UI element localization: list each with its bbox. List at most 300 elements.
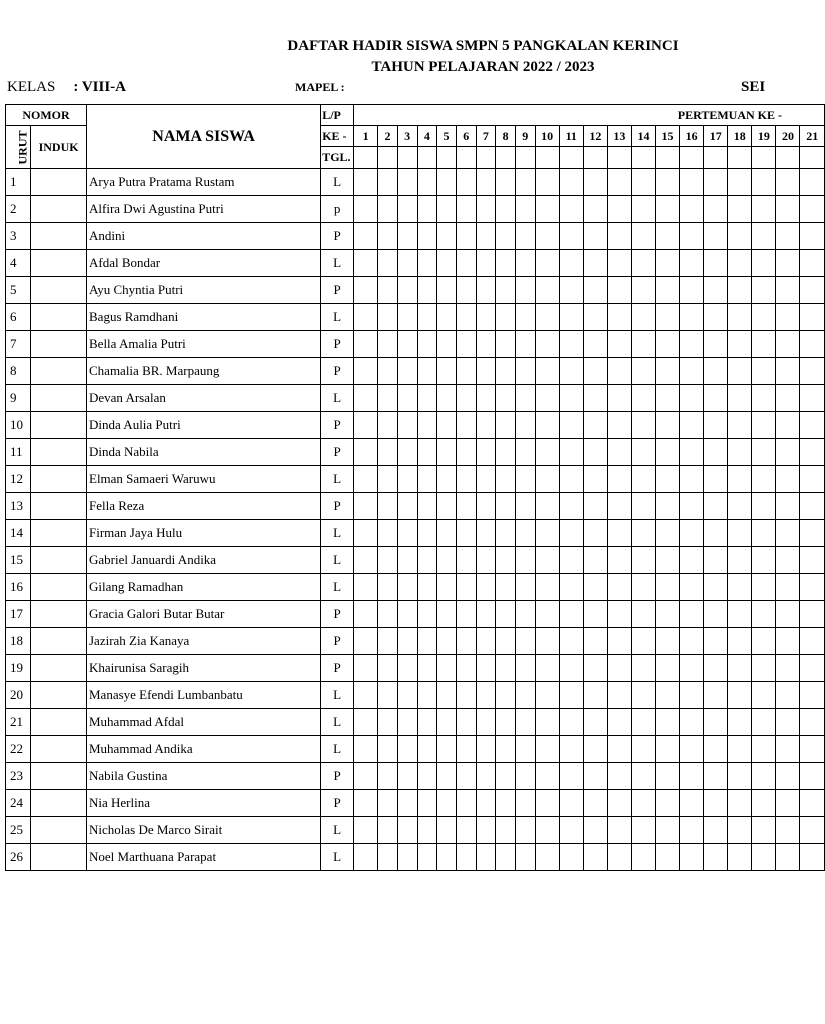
attendance-cell[interactable] [559, 655, 583, 682]
attendance-cell[interactable] [728, 385, 752, 412]
attendance-cell[interactable] [417, 547, 437, 574]
attendance-cell[interactable] [656, 169, 680, 196]
attendance-cell[interactable] [476, 358, 496, 385]
attendance-cell[interactable] [515, 520, 535, 547]
attendance-cell[interactable] [437, 736, 457, 763]
attendance-cell[interactable] [417, 844, 437, 871]
attendance-cell[interactable] [437, 466, 457, 493]
attendance-cell[interactable] [656, 601, 680, 628]
attendance-cell[interactable] [496, 358, 516, 385]
attendance-cell[interactable] [496, 628, 516, 655]
attendance-cell[interactable] [776, 520, 800, 547]
attendance-cell[interactable] [728, 655, 752, 682]
attendance-cell[interactable] [680, 196, 704, 223]
attendance-cell[interactable] [776, 358, 800, 385]
attendance-cell[interactable] [656, 412, 680, 439]
attendance-cell[interactable] [378, 817, 398, 844]
attendance-cell[interactable] [535, 223, 559, 250]
meeting-date-cell[interactable] [515, 147, 535, 169]
meeting-date-cell[interactable] [583, 147, 607, 169]
attendance-cell[interactable] [437, 331, 457, 358]
attendance-cell[interactable] [535, 169, 559, 196]
attendance-cell[interactable] [680, 763, 704, 790]
attendance-cell[interactable] [607, 250, 631, 277]
student-induk-cell[interactable] [31, 358, 87, 385]
attendance-cell[interactable] [397, 709, 417, 736]
attendance-cell[interactable] [656, 493, 680, 520]
attendance-cell[interactable] [607, 655, 631, 682]
attendance-cell[interactable] [397, 790, 417, 817]
attendance-cell[interactable] [456, 574, 476, 601]
attendance-cell[interactable] [476, 439, 496, 466]
attendance-cell[interactable] [704, 169, 728, 196]
attendance-cell[interactable] [437, 628, 457, 655]
attendance-cell[interactable] [535, 655, 559, 682]
attendance-cell[interactable] [559, 682, 583, 709]
student-induk-cell[interactable] [31, 223, 87, 250]
attendance-cell[interactable] [656, 682, 680, 709]
attendance-cell[interactable] [417, 304, 437, 331]
attendance-cell[interactable] [559, 520, 583, 547]
attendance-cell[interactable] [656, 250, 680, 277]
attendance-cell[interactable] [456, 817, 476, 844]
attendance-cell[interactable] [631, 466, 655, 493]
attendance-cell[interactable] [456, 466, 476, 493]
attendance-cell[interactable] [354, 520, 378, 547]
attendance-cell[interactable] [535, 439, 559, 466]
attendance-cell[interactable] [417, 331, 437, 358]
attendance-cell[interactable] [559, 304, 583, 331]
student-induk-cell[interactable] [31, 277, 87, 304]
attendance-cell[interactable] [583, 790, 607, 817]
attendance-cell[interactable] [752, 466, 776, 493]
attendance-cell[interactable] [680, 277, 704, 304]
attendance-cell[interactable] [776, 790, 800, 817]
student-induk-cell[interactable] [31, 655, 87, 682]
attendance-cell[interactable] [776, 709, 800, 736]
attendance-cell[interactable] [583, 250, 607, 277]
attendance-cell[interactable] [456, 709, 476, 736]
attendance-cell[interactable] [559, 358, 583, 385]
attendance-cell[interactable] [704, 790, 728, 817]
attendance-cell[interactable] [800, 277, 825, 304]
attendance-cell[interactable] [397, 520, 417, 547]
attendance-cell[interactable] [417, 439, 437, 466]
attendance-cell[interactable] [631, 277, 655, 304]
attendance-cell[interactable] [397, 385, 417, 412]
attendance-cell[interactable] [515, 655, 535, 682]
attendance-cell[interactable] [417, 385, 437, 412]
attendance-cell[interactable] [378, 304, 398, 331]
attendance-cell[interactable] [476, 250, 496, 277]
attendance-cell[interactable] [417, 169, 437, 196]
attendance-cell[interactable] [378, 466, 398, 493]
meeting-date-cell[interactable] [476, 147, 496, 169]
attendance-cell[interactable] [378, 682, 398, 709]
attendance-cell[interactable] [515, 169, 535, 196]
attendance-cell[interactable] [476, 223, 496, 250]
attendance-cell[interactable] [354, 439, 378, 466]
attendance-cell[interactable] [680, 736, 704, 763]
attendance-cell[interactable] [800, 601, 825, 628]
attendance-cell[interactable] [631, 574, 655, 601]
attendance-cell[interactable] [800, 358, 825, 385]
attendance-cell[interactable] [496, 574, 516, 601]
attendance-cell[interactable] [456, 628, 476, 655]
meeting-date-cell[interactable] [378, 147, 398, 169]
attendance-cell[interactable] [535, 196, 559, 223]
attendance-cell[interactable] [728, 250, 752, 277]
meeting-date-cell[interactable] [728, 147, 752, 169]
meeting-date-cell[interactable] [776, 147, 800, 169]
attendance-cell[interactable] [397, 574, 417, 601]
attendance-cell[interactable] [680, 412, 704, 439]
attendance-cell[interactable] [456, 763, 476, 790]
attendance-cell[interactable] [476, 844, 496, 871]
attendance-cell[interactable] [752, 547, 776, 574]
attendance-cell[interactable] [607, 169, 631, 196]
attendance-cell[interactable] [496, 196, 516, 223]
attendance-cell[interactable] [378, 331, 398, 358]
meeting-date-cell[interactable] [800, 147, 825, 169]
attendance-cell[interactable] [354, 304, 378, 331]
student-induk-cell[interactable] [31, 196, 87, 223]
attendance-cell[interactable] [680, 304, 704, 331]
attendance-cell[interactable] [354, 736, 378, 763]
attendance-cell[interactable] [728, 196, 752, 223]
attendance-cell[interactable] [800, 250, 825, 277]
attendance-cell[interactable] [535, 844, 559, 871]
student-induk-cell[interactable] [31, 547, 87, 574]
attendance-cell[interactable] [631, 817, 655, 844]
attendance-cell[interactable] [680, 817, 704, 844]
attendance-cell[interactable] [397, 169, 417, 196]
attendance-cell[interactable] [752, 493, 776, 520]
attendance-cell[interactable] [776, 844, 800, 871]
attendance-cell[interactable] [437, 358, 457, 385]
attendance-cell[interactable] [583, 817, 607, 844]
attendance-cell[interactable] [680, 520, 704, 547]
attendance-cell[interactable] [631, 331, 655, 358]
attendance-cell[interactable] [800, 763, 825, 790]
attendance-cell[interactable] [378, 169, 398, 196]
attendance-cell[interactable] [680, 223, 704, 250]
attendance-cell[interactable] [752, 709, 776, 736]
attendance-cell[interactable] [559, 466, 583, 493]
attendance-cell[interactable] [559, 628, 583, 655]
meeting-date-cell[interactable] [535, 147, 559, 169]
attendance-cell[interactable] [631, 736, 655, 763]
attendance-cell[interactable] [583, 844, 607, 871]
attendance-cell[interactable] [800, 736, 825, 763]
attendance-cell[interactable] [397, 250, 417, 277]
attendance-cell[interactable] [496, 412, 516, 439]
attendance-cell[interactable] [728, 439, 752, 466]
attendance-cell[interactable] [680, 709, 704, 736]
attendance-cell[interactable] [800, 655, 825, 682]
attendance-cell[interactable] [378, 763, 398, 790]
attendance-cell[interactable] [631, 628, 655, 655]
attendance-cell[interactable] [800, 196, 825, 223]
attendance-cell[interactable] [476, 169, 496, 196]
attendance-cell[interactable] [515, 466, 535, 493]
meeting-date-cell[interactable] [607, 147, 631, 169]
attendance-cell[interactable] [437, 601, 457, 628]
attendance-cell[interactable] [378, 736, 398, 763]
attendance-cell[interactable] [559, 493, 583, 520]
attendance-cell[interactable] [752, 520, 776, 547]
attendance-cell[interactable] [496, 520, 516, 547]
attendance-cell[interactable] [607, 358, 631, 385]
attendance-cell[interactable] [800, 439, 825, 466]
attendance-cell[interactable] [631, 655, 655, 682]
attendance-cell[interactable] [559, 601, 583, 628]
attendance-cell[interactable] [607, 817, 631, 844]
attendance-cell[interactable] [728, 520, 752, 547]
attendance-cell[interactable] [456, 358, 476, 385]
attendance-cell[interactable] [378, 520, 398, 547]
attendance-cell[interactable] [800, 790, 825, 817]
attendance-cell[interactable] [704, 709, 728, 736]
attendance-cell[interactable] [515, 547, 535, 574]
student-induk-cell[interactable] [31, 466, 87, 493]
attendance-cell[interactable] [535, 628, 559, 655]
attendance-cell[interactable] [515, 223, 535, 250]
attendance-cell[interactable] [607, 196, 631, 223]
attendance-cell[interactable] [656, 547, 680, 574]
attendance-cell[interactable] [704, 412, 728, 439]
attendance-cell[interactable] [417, 763, 437, 790]
attendance-cell[interactable] [680, 358, 704, 385]
attendance-cell[interactable] [728, 736, 752, 763]
attendance-cell[interactable] [437, 277, 457, 304]
attendance-cell[interactable] [607, 628, 631, 655]
attendance-cell[interactable] [704, 331, 728, 358]
attendance-cell[interactable] [496, 385, 516, 412]
attendance-cell[interactable] [752, 358, 776, 385]
attendance-cell[interactable] [437, 385, 457, 412]
attendance-cell[interactable] [378, 277, 398, 304]
attendance-cell[interactable] [378, 196, 398, 223]
attendance-cell[interactable] [583, 196, 607, 223]
attendance-cell[interactable] [656, 304, 680, 331]
attendance-cell[interactable] [776, 412, 800, 439]
attendance-cell[interactable] [378, 412, 398, 439]
attendance-cell[interactable] [354, 466, 378, 493]
attendance-cell[interactable] [752, 331, 776, 358]
attendance-cell[interactable] [476, 628, 496, 655]
attendance-cell[interactable] [354, 250, 378, 277]
attendance-cell[interactable] [476, 196, 496, 223]
attendance-cell[interactable] [456, 412, 476, 439]
attendance-cell[interactable] [704, 844, 728, 871]
attendance-cell[interactable] [559, 331, 583, 358]
attendance-cell[interactable] [417, 574, 437, 601]
attendance-cell[interactable] [378, 655, 398, 682]
attendance-cell[interactable] [752, 655, 776, 682]
attendance-cell[interactable] [800, 466, 825, 493]
attendance-cell[interactable] [378, 547, 398, 574]
attendance-cell[interactable] [800, 520, 825, 547]
attendance-cell[interactable] [631, 439, 655, 466]
attendance-cell[interactable] [437, 790, 457, 817]
attendance-cell[interactable] [535, 601, 559, 628]
attendance-cell[interactable] [354, 601, 378, 628]
attendance-cell[interactable] [476, 763, 496, 790]
attendance-cell[interactable] [631, 790, 655, 817]
student-induk-cell[interactable] [31, 412, 87, 439]
attendance-cell[interactable] [607, 466, 631, 493]
attendance-cell[interactable] [417, 817, 437, 844]
attendance-cell[interactable] [437, 439, 457, 466]
attendance-cell[interactable] [378, 223, 398, 250]
attendance-cell[interactable] [515, 277, 535, 304]
attendance-cell[interactable] [680, 466, 704, 493]
attendance-cell[interactable] [656, 574, 680, 601]
attendance-cell[interactable] [631, 601, 655, 628]
attendance-cell[interactable] [437, 709, 457, 736]
attendance-cell[interactable] [607, 223, 631, 250]
attendance-cell[interactable] [437, 169, 457, 196]
attendance-cell[interactable] [583, 709, 607, 736]
attendance-cell[interactable] [583, 385, 607, 412]
attendance-cell[interactable] [354, 547, 378, 574]
attendance-cell[interactable] [607, 493, 631, 520]
attendance-cell[interactable] [583, 520, 607, 547]
attendance-cell[interactable] [496, 169, 516, 196]
attendance-cell[interactable] [704, 196, 728, 223]
attendance-cell[interactable] [535, 790, 559, 817]
attendance-cell[interactable] [704, 763, 728, 790]
attendance-cell[interactable] [656, 223, 680, 250]
attendance-cell[interactable] [704, 817, 728, 844]
attendance-cell[interactable] [437, 844, 457, 871]
attendance-cell[interactable] [535, 304, 559, 331]
attendance-cell[interactable] [656, 790, 680, 817]
attendance-cell[interactable] [559, 817, 583, 844]
attendance-cell[interactable] [752, 601, 776, 628]
attendance-cell[interactable] [417, 250, 437, 277]
attendance-cell[interactable] [680, 844, 704, 871]
attendance-cell[interactable] [378, 601, 398, 628]
student-induk-cell[interactable] [31, 520, 87, 547]
attendance-cell[interactable] [607, 277, 631, 304]
attendance-cell[interactable] [456, 790, 476, 817]
attendance-cell[interactable] [752, 817, 776, 844]
attendance-cell[interactable] [583, 223, 607, 250]
attendance-cell[interactable] [354, 628, 378, 655]
attendance-cell[interactable] [378, 493, 398, 520]
attendance-cell[interactable] [800, 682, 825, 709]
attendance-cell[interactable] [515, 331, 535, 358]
attendance-cell[interactable] [680, 655, 704, 682]
attendance-cell[interactable] [476, 790, 496, 817]
attendance-cell[interactable] [752, 250, 776, 277]
student-induk-cell[interactable] [31, 817, 87, 844]
attendance-cell[interactable] [397, 763, 417, 790]
attendance-cell[interactable] [656, 817, 680, 844]
student-induk-cell[interactable] [31, 385, 87, 412]
attendance-cell[interactable] [728, 844, 752, 871]
attendance-cell[interactable] [397, 412, 417, 439]
attendance-cell[interactable] [800, 817, 825, 844]
attendance-cell[interactable] [656, 709, 680, 736]
attendance-cell[interactable] [535, 250, 559, 277]
attendance-cell[interactable] [752, 763, 776, 790]
attendance-cell[interactable] [535, 520, 559, 547]
student-induk-cell[interactable] [31, 682, 87, 709]
meeting-date-cell[interactable] [437, 147, 457, 169]
attendance-cell[interactable] [437, 412, 457, 439]
meeting-date-cell[interactable] [559, 147, 583, 169]
attendance-cell[interactable] [354, 493, 378, 520]
attendance-cell[interactable] [437, 763, 457, 790]
attendance-cell[interactable] [704, 385, 728, 412]
attendance-cell[interactable] [535, 709, 559, 736]
attendance-cell[interactable] [354, 412, 378, 439]
attendance-cell[interactable] [496, 655, 516, 682]
meeting-date-cell[interactable] [456, 147, 476, 169]
attendance-cell[interactable] [496, 763, 516, 790]
student-induk-cell[interactable] [31, 439, 87, 466]
meeting-date-cell[interactable] [656, 147, 680, 169]
attendance-cell[interactable] [631, 844, 655, 871]
attendance-cell[interactable] [437, 304, 457, 331]
attendance-cell[interactable] [515, 817, 535, 844]
attendance-cell[interactable] [704, 250, 728, 277]
attendance-cell[interactable] [354, 763, 378, 790]
attendance-cell[interactable] [535, 736, 559, 763]
attendance-cell[interactable] [776, 763, 800, 790]
student-induk-cell[interactable] [31, 844, 87, 871]
attendance-cell[interactable] [354, 331, 378, 358]
attendance-cell[interactable] [631, 520, 655, 547]
attendance-cell[interactable] [728, 223, 752, 250]
attendance-cell[interactable] [631, 358, 655, 385]
attendance-cell[interactable] [378, 844, 398, 871]
attendance-cell[interactable] [704, 466, 728, 493]
attendance-cell[interactable] [704, 574, 728, 601]
attendance-cell[interactable] [559, 223, 583, 250]
meeting-date-cell[interactable] [354, 147, 378, 169]
attendance-cell[interactable] [417, 520, 437, 547]
attendance-cell[interactable] [354, 682, 378, 709]
attendance-cell[interactable] [800, 304, 825, 331]
attendance-cell[interactable] [680, 493, 704, 520]
attendance-cell[interactable] [559, 196, 583, 223]
attendance-cell[interactable] [800, 331, 825, 358]
meeting-date-cell[interactable] [752, 147, 776, 169]
attendance-cell[interactable] [456, 196, 476, 223]
attendance-cell[interactable] [476, 331, 496, 358]
attendance-cell[interactable] [728, 601, 752, 628]
attendance-cell[interactable] [496, 331, 516, 358]
attendance-cell[interactable] [704, 655, 728, 682]
attendance-cell[interactable] [776, 277, 800, 304]
attendance-cell[interactable] [496, 790, 516, 817]
attendance-cell[interactable] [607, 736, 631, 763]
attendance-cell[interactable] [800, 628, 825, 655]
attendance-cell[interactable] [728, 763, 752, 790]
attendance-cell[interactable] [515, 385, 535, 412]
attendance-cell[interactable] [456, 331, 476, 358]
attendance-cell[interactable] [476, 601, 496, 628]
attendance-cell[interactable] [354, 790, 378, 817]
attendance-cell[interactable] [496, 844, 516, 871]
attendance-cell[interactable] [476, 385, 496, 412]
attendance-cell[interactable] [776, 466, 800, 493]
student-induk-cell[interactable] [31, 493, 87, 520]
